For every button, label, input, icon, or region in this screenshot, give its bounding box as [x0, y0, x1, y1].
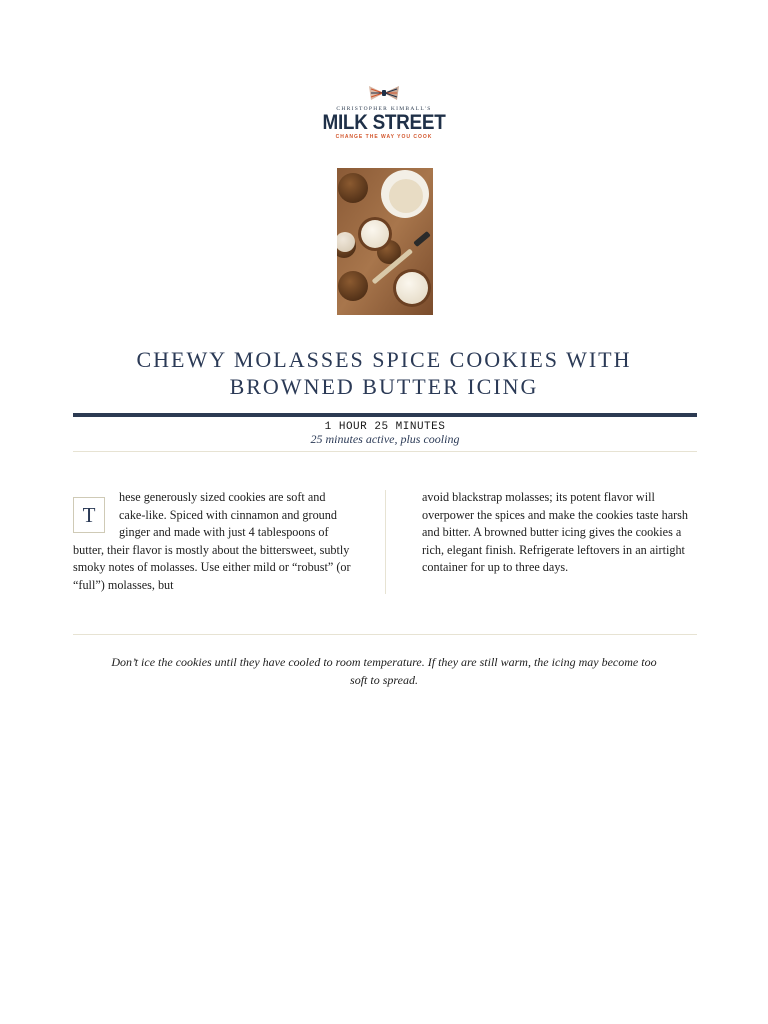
logo-name: MILK STREET — [322, 111, 446, 134]
milk-street-logo — [0, 84, 768, 140]
recipe-title: CHEWY MOLASSES SPICE COOKIES WITH BROWNED BUTTER ICING — [136, 347, 632, 399]
bowtie-logo-icon — [366, 84, 402, 102]
title-rule — [73, 413, 697, 417]
intro-column-right: avoid blackstrap molasses; its potent flavor will overpower the spices and make the cookies taste harsh and bitter. A browned butter icing gives the cookies a rich, elegant finish. Refrigerate leftovers in an airtight container for up to three days. — [422, 490, 689, 575]
time-divider — [73, 451, 697, 452]
active-time-note: 25 minutes active, plus cooling — [310, 432, 460, 446]
column-divider — [385, 490, 386, 594]
recipe-photo — [337, 168, 433, 315]
logo-kicker: CHRISTOPHER KIMBALL'S — [336, 106, 432, 112]
intro-divider — [73, 634, 697, 635]
drop-cap: T — [73, 497, 105, 533]
total-time: 1 HOUR 25 MINUTES — [324, 421, 446, 433]
intro-left-text: hese generously sized cookies are soft and cake-like. Spiced with cinnamon and ground ginger and made with just 4 tablespoons of butter, their flavor is mostly about the bittersweet, subtly smoky notes of molasses. Use either mild or “robust” (or “full”) molasses, but — [73, 490, 351, 592]
recipe-tip: Don’t ice the cookies until they have cooled to room temperature. If they are still warm, the icing may become too soft to spread. — [111, 655, 657, 687]
cookies-photo-icon — [337, 168, 433, 315]
logo-tagline: CHANGE THE WAY YOU COOK — [335, 134, 433, 140]
intro-column-left — [73, 489, 351, 595]
